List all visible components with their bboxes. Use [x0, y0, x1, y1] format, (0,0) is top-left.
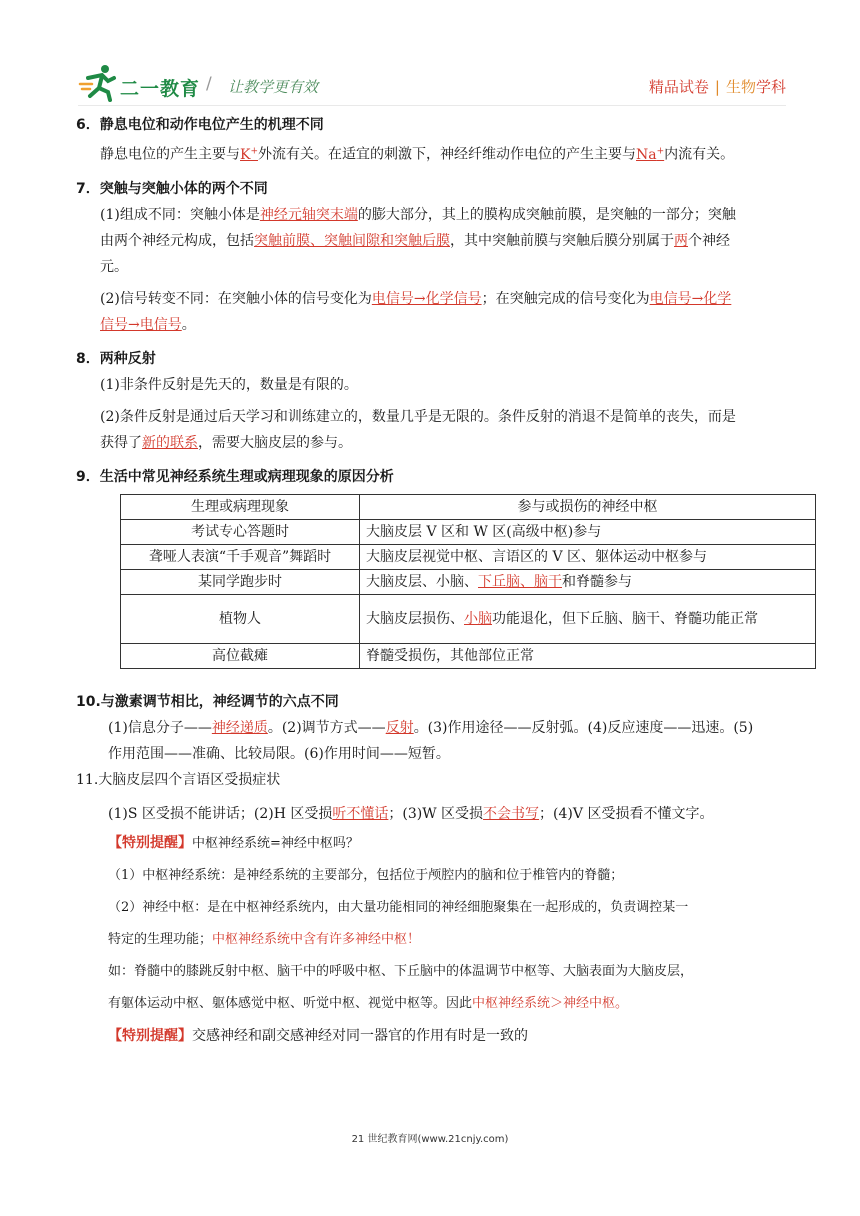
answer-blank: 神经递质	[211, 719, 268, 736]
text-run: 获得了	[100, 434, 142, 451]
text-run: 大脑皮层损伤、	[366, 610, 464, 627]
table-cell: 大脑皮层视觉中枢、言语区的 V 区、躯体运动中枢参与	[360, 544, 816, 569]
header-divider	[78, 105, 786, 106]
answer-blank: 反射	[385, 719, 414, 736]
text-run: 。	[181, 316, 196, 333]
answer-blank: 下丘脑、脑干	[478, 573, 562, 590]
page-footer: 21 世纪教育网(www.21cnjy.com)	[351, 1134, 509, 1145]
text-run: 有躯体运动中枢、躯体感觉中枢、听觉中枢、视觉中枢等。因此	[108, 995, 473, 1011]
answer-blank: 电信号→化学信号	[371, 290, 482, 307]
text-run: 个神经	[688, 232, 730, 249]
runner-logo-icon	[78, 62, 124, 102]
text-run: (1)组成不同：突触小体是	[100, 206, 260, 223]
section-9-title: 9．生活中常见神经系统生理或病理现象的原因分析	[76, 468, 394, 485]
page-header	[78, 62, 786, 106]
table-cell: 脊髓受损伤，其他部位正常	[360, 643, 816, 668]
text-run: 内流有关。	[664, 146, 735, 163]
note-line-3	[76, 924, 786, 956]
section-7-line-2	[76, 228, 786, 254]
superscript: +	[250, 146, 259, 156]
section-8-line-3	[76, 430, 786, 456]
section-7-line-3: 元。	[100, 258, 128, 275]
table-row	[121, 643, 816, 668]
text-run: 中枢神经系统=神经中枢吗？	[192, 835, 359, 851]
header-slogan: 让教学更有效	[228, 78, 319, 96]
text-run: (2)信号转变不同：在突触小体的信号变化为	[100, 290, 372, 307]
section-8-line-1: (1)非条件反射是先天的，数量是有限的。	[100, 376, 358, 393]
text-run: ；(4)V 区受损看不懂文字。	[539, 805, 714, 822]
table-row	[121, 594, 816, 643]
text-run: 特定的生理功能；	[108, 931, 213, 947]
answer-blank: 突触前膜、突触间隙和突触后膜	[254, 232, 450, 249]
special-reminder-1	[76, 827, 786, 860]
table-cell	[360, 594, 816, 643]
potassium-answer	[240, 147, 258, 163]
section-6-text	[76, 138, 786, 168]
special-reminder-2	[76, 1020, 786, 1052]
table-cell: 考试专心答题时	[121, 519, 360, 544]
text-run: Na	[636, 146, 657, 163]
text-run: (1)S 区受损不能讲话；(2)H 区受损	[108, 805, 333, 822]
nerve-center-table	[120, 494, 816, 669]
section-7-line-5	[76, 312, 786, 338]
text-run: 外流有关。在适宜的刺激下，神经纤维动作电位的产生主要与	[258, 146, 637, 163]
table-cell: 聋哑人表演“千手观音”舞蹈时	[121, 544, 360, 569]
answer-blank: 两	[674, 232, 688, 249]
text-run: 交感神经和副交感神经对同一器官的作用有时是一致的	[192, 1027, 528, 1044]
answer-blank: 神经元轴突末端	[259, 206, 358, 223]
table-cell	[360, 569, 816, 594]
text-run: 。(3)作用途径——反射弧。(4)反应速度——迅速。(5)	[413, 719, 754, 736]
text-run: 和脊髓参与	[562, 573, 632, 590]
note-line-4: 如：脊髓中的膝跳反射中枢、脑干中的呼吸中枢、下丘脑中的体温调节中枢等、大脑表面为大脑皮层，	[108, 963, 694, 979]
section-7-title: 7．突触与突触小体的两个不同	[76, 180, 268, 197]
answer-blank: 听不懂话	[332, 805, 389, 822]
header-separator: |	[714, 78, 720, 96]
answer-blank: 新的联系	[142, 434, 198, 451]
header-label-biology: 生物	[725, 78, 756, 96]
header-subject	[649, 76, 786, 97]
section-8-line-2: (2)条件反射是通过后天学习和训练建立的，数量几乎是无限的。条件反射的消退不是简单的丧失，而是	[100, 408, 736, 425]
text-run: 大脑皮层、小脑、	[366, 573, 478, 590]
note-line-2: （2）神经中枢：是在中枢神经系统内，由大量功能相同的神经细胞聚集在一起形成的，负责调控某一	[108, 899, 689, 915]
text-run: 静息电位的产生主要与	[100, 146, 240, 163]
superscript: +	[656, 146, 665, 156]
header-label-subject: 学科	[755, 78, 786, 96]
document-body	[76, 112, 786, 1052]
table-cell: 高位截瘫	[121, 643, 360, 668]
header-slash: /	[206, 74, 212, 94]
table-row	[121, 519, 816, 544]
note-line-5	[76, 988, 786, 1020]
table-cell: 植物人	[121, 594, 360, 643]
text-run: 功能退化，但下丘脑、脑干、脊髓功能正常	[492, 610, 758, 627]
text-run: ；(3)W 区受损	[388, 805, 484, 822]
section-10-line-1	[76, 715, 786, 741]
text-run: ，需要大脑皮层的参与。	[198, 434, 352, 451]
highlight-text: 中枢神经系统中含有许多神经中枢！	[212, 931, 421, 947]
answer-blank: 信号→电信号	[100, 316, 182, 333]
answer-blank: 不会书写	[483, 805, 540, 822]
section-11-title: 11.大脑皮层四个言语区受损症状	[76, 771, 281, 788]
section-6-title: 6．静息电位和动作电位产生的机理不同	[76, 117, 324, 133]
answer-blank: 电信号→化学	[649, 290, 732, 307]
brand-name: 二一教育	[120, 78, 201, 100]
text-run: 由两个神经元构成，包括	[100, 232, 254, 249]
section-8-title: 8．两种反射	[76, 350, 156, 367]
text-run: 的膨大部分，其上的膜构成突触前膜，是突触的一部分；突触	[357, 206, 736, 223]
text-run: ；在突触完成的信号变化为	[481, 290, 650, 307]
table-cell: 某同学跑步时	[121, 569, 360, 594]
table-header-cell: 参与或损伤的神经中枢	[360, 494, 816, 519]
reminder-tag: 【特别提醒】	[108, 1027, 192, 1044]
section-11-text	[76, 801, 786, 827]
highlight-text: 中枢神经系统＞神经中枢。	[472, 995, 629, 1011]
reminder-tag: 【特别提醒】	[108, 834, 192, 851]
section-7-line-4	[76, 286, 786, 312]
table-row	[121, 544, 816, 569]
section-10-title: 10.与激素调节相比，神经调节的六点不同	[76, 693, 339, 710]
section-10-line-2: 作用范围——准确、比较局限。(6)作用时间——短暂。	[108, 745, 450, 762]
text-run: (1)信息分子——	[108, 719, 212, 736]
sodium-answer	[636, 147, 664, 163]
text-run: 。(2)调节方式——	[267, 719, 386, 736]
text-run: K	[240, 146, 251, 163]
table-row	[121, 569, 816, 594]
header-label-paper: 精品试卷	[648, 78, 709, 96]
note-line-1: （1）中枢神经系统：是神经系统的主要部分，包括位于颅腔内的脑和位于椎管内的脊髓；	[108, 867, 624, 883]
table-header-cell: 生理或病理现象	[121, 494, 360, 519]
table-cell: 大脑皮层 V 区和 W 区(高级中枢)参与	[360, 519, 816, 544]
table-header-row	[121, 494, 816, 519]
section-7-line-1	[76, 202, 786, 228]
text-run: ，其中突触前膜与突触后膜分别属于	[450, 232, 674, 249]
answer-blank: 小脑	[464, 610, 492, 627]
